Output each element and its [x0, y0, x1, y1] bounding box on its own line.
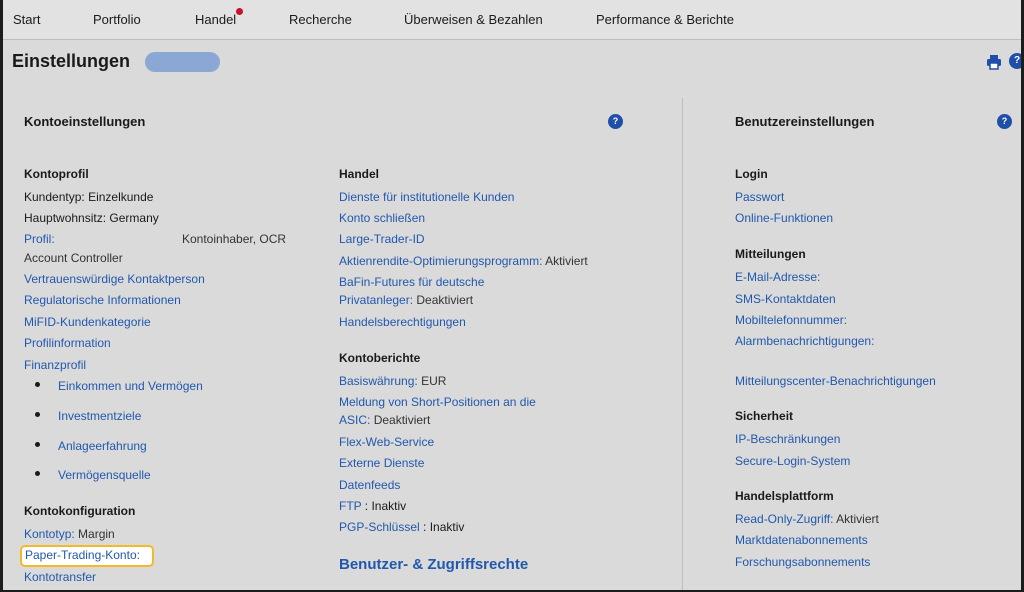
login-heading: Login [735, 167, 768, 181]
asic-row [339, 412, 430, 428]
passwort-link[interactable]: Passwort [735, 190, 785, 204]
pgp-link[interactable]: PGP-Schlüssel [339, 520, 420, 534]
anlageerfahrung-link[interactable]: Anlageerfahrung [58, 439, 147, 453]
asic-link[interactable]: ASIC: [339, 413, 371, 427]
bafin-futures-link[interactable]: BaFin-Futures für deutsche [339, 275, 485, 289]
paper-trading-konto-link[interactable]: Paper-Trading-Konto: [25, 548, 140, 562]
mitteilungen-heading: Mitteilungen [735, 247, 806, 261]
profil-value-continued: Account Controller [24, 251, 123, 265]
handelsplattform-heading: Handelsplattform [735, 489, 834, 503]
pgp-row [339, 519, 464, 535]
aktienrendite-row [339, 253, 588, 269]
email-adresse-link[interactable]: E-Mail-Adresse: [735, 270, 821, 284]
kundentyp-row [24, 189, 153, 205]
read-only-zugriff-link[interactable]: Read-Only-Zugriff: [735, 512, 834, 526]
nav-handel[interactable] [195, 12, 236, 27]
profil-value: Kontoinhaber, OCR [182, 232, 287, 246]
top-navigation [3, 0, 1021, 40]
print-icon[interactable] [986, 54, 1002, 70]
help-icon[interactable]: ? [997, 114, 1012, 129]
ftp-row [339, 498, 406, 514]
pgp-value: : Inaktiv [423, 520, 465, 534]
bullet-icon [35, 471, 40, 476]
ftp-value: : Inaktiv [364, 499, 407, 513]
asic-value: Deaktiviert [373, 413, 431, 427]
nav-recherche[interactable]: Recherche [289, 12, 352, 27]
regulatorische-informationen-link[interactable]: Regulatorische Informationen [24, 293, 181, 307]
aktienrendite-link[interactable]: Aktienrendite-Optimierungsprogramm: [339, 254, 543, 268]
mifid-kundenkategorie-link[interactable]: MiFID-Kundenkategorie [24, 315, 151, 329]
kontoberichte-heading: Kontoberichte [339, 351, 421, 365]
notification-dot [236, 8, 243, 15]
secure-login-system-link[interactable]: Secure-Login-System [735, 454, 851, 468]
benutzer-zugriffsrechte-link[interactable]: Benutzer- & Zugriffsrechte [339, 556, 529, 573]
benutzereinstellungen-title: Benutzereinstellungen [735, 114, 875, 129]
page-title: Einstellungen [12, 51, 131, 71]
help-icon[interactable]: ? [1009, 53, 1021, 69]
kontoprofil-heading: Kontoprofil [24, 167, 89, 181]
handel-heading: Handel [339, 167, 380, 181]
finanzprofil-link[interactable]: Finanzprofil [24, 358, 87, 372]
vertrauenswuerdige-kontaktperson-link[interactable]: Vertrauenswürdige Kontaktperson [24, 272, 205, 286]
mitteilungscenter-link[interactable]: Mitteilungscenter-Benachrichtigungen [735, 374, 936, 388]
alarmbenachrichtigungen-link[interactable]: Alarmbenachrichtigungen: [735, 334, 875, 348]
sms-kontaktdaten-link[interactable]: SMS-Kontaktdaten [735, 292, 836, 306]
konto-schliessen-link[interactable]: Konto schließen [339, 211, 426, 225]
ftp-link[interactable]: FTP [339, 499, 362, 513]
einkommen-vermoegen-link[interactable]: Einkommen und Vermögen [58, 379, 203, 393]
investmentziele-link[interactable]: Investmentziele [58, 409, 142, 423]
bafin-value: Deaktiviert [416, 293, 474, 307]
hauptwohnsitz-row [24, 210, 159, 226]
hauptwohnsitz-label: Hauptwohnsitz: [24, 211, 107, 225]
externe-dienste-link[interactable]: Externe Dienste [339, 456, 425, 470]
institutionelle-kunden-link[interactable]: Dienste für institutionelle Kunden [339, 190, 515, 204]
basiswaehrung-value: EUR [421, 374, 447, 388]
forschungsabonnements-link[interactable]: Forschungsabonnements [735, 555, 871, 569]
column-divider [682, 98, 683, 590]
profil-link[interactable]: Profil: [24, 232, 55, 246]
profilinformation-link[interactable]: Profilinformation [24, 336, 111, 350]
nav-start[interactable]: Start [13, 12, 41, 27]
kontotyp-link[interactable]: Kontotyp: [24, 527, 75, 541]
sicherheit-heading: Sicherheit [735, 409, 794, 423]
handelsberechtigungen-link[interactable]: Handelsberechtigungen [339, 315, 466, 329]
large-trader-id-link[interactable]: Large-Trader-ID [339, 232, 425, 246]
kundentyp-value: Einzelkunde [88, 190, 154, 204]
datenfeeds-link[interactable]: Datenfeeds [339, 478, 401, 492]
basiswaehrung-link[interactable]: Basiswährung: [339, 374, 418, 388]
flex-web-service-link[interactable]: Flex-Web-Service [339, 435, 435, 449]
bafin-futures-row [339, 292, 473, 308]
kontotyp-value: Margin [78, 527, 115, 541]
read-only-value: Aktiviert [836, 512, 879, 526]
ip-beschraenkungen-link[interactable]: IP-Beschränkungen [735, 432, 841, 446]
vermoegensquelle-link[interactable]: Vermögensquelle [58, 468, 151, 482]
aktienrendite-value: Aktiviert [545, 254, 588, 268]
marktdatenabonnements-link[interactable]: Marktdatenabonnements [735, 533, 868, 547]
account-selector-pill[interactable] [145, 52, 220, 72]
kontotyp-row [24, 526, 115, 542]
mobiltelefonnummer-link[interactable]: Mobiltelefonnummer: [735, 313, 848, 327]
read-only-row [735, 511, 879, 527]
nav-performance-berichte[interactable]: Performance & Berichte [596, 12, 735, 27]
nav-handel-label: Handel [195, 12, 237, 27]
bullet-icon [35, 412, 40, 417]
kontoeinstellungen-title: Kontoeinstellungen [24, 114, 146, 129]
help-icon[interactable]: ? [608, 114, 623, 129]
kontokonfiguration-heading: Kontokonfiguration [24, 504, 136, 518]
nav-ueberweisen-bezahlen[interactable]: Überweisen & Bezahlen [404, 12, 543, 27]
hauptwohnsitz-value: Germany [109, 211, 159, 225]
privatanleger-link[interactable]: Privatanleger: [339, 293, 414, 307]
kontotransfer-link[interactable]: Kontotransfer [24, 570, 97, 584]
basiswaehrung-row [339, 373, 446, 389]
online-funktionen-link[interactable]: Online-Funktionen [735, 211, 834, 225]
kundentyp-label: Kundentyp: [24, 190, 85, 204]
short-positionen-link[interactable]: Meldung von Short-Positionen an die [339, 395, 536, 409]
nav-portfolio[interactable]: Portfolio [93, 12, 141, 27]
settings-window [3, 0, 1021, 590]
bullet-icon [35, 382, 40, 387]
bullet-icon [35, 442, 40, 447]
